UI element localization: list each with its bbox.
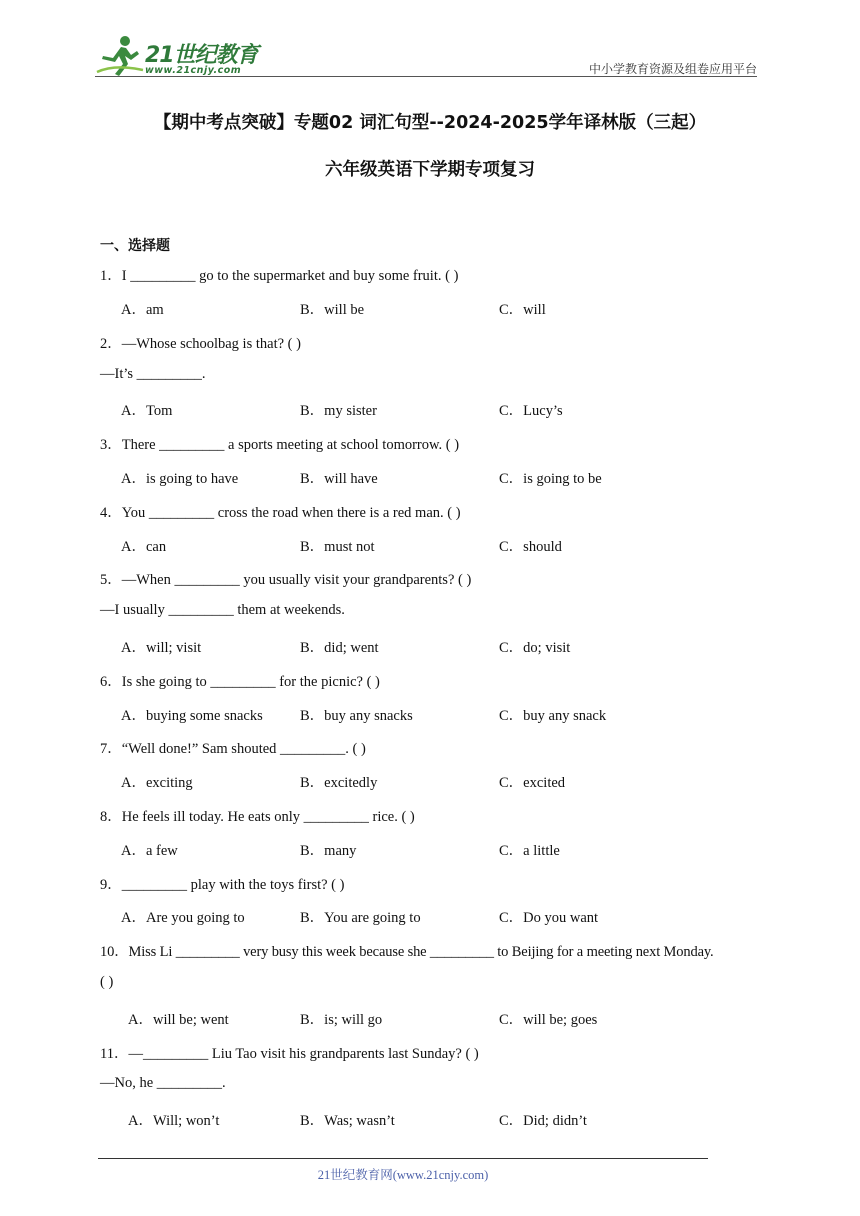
question-10-option-b[interactable]: B．is; will go (300, 1012, 383, 1028)
question-6-stem: 6．Is she going to _________ for the picnic? ( ) (100, 674, 380, 690)
footer-divider (98, 1158, 708, 1159)
question-9-stem: 9．_________ play with the toys first? ( ) (100, 877, 345, 893)
question-11-option-b[interactable]: B．Was; wasn’t (300, 1113, 395, 1129)
question-9-option-a[interactable]: A．Are you going to (121, 910, 245, 926)
question-10-option-c[interactable]: C．will be; goes (499, 1012, 598, 1028)
question-8-option-a[interactable]: A．a few (121, 843, 178, 859)
logo-url: www.21cnjy.com (145, 65, 242, 76)
question-2-stem: 2．—Whose schoolbag is that? ( ) (100, 336, 301, 352)
runner-logo-icon (95, 34, 145, 78)
question-2-option-b[interactable]: B．my sister (300, 403, 377, 419)
question-7-option-b[interactable]: B．excitedly (300, 775, 378, 791)
footer-link[interactable]: 21世纪教育网(www.21cnjy.com) (317, 1168, 489, 1182)
question-4-stem: 4．You _________ cross the road when there is a red man. ( ) (100, 505, 461, 521)
question-4-option-b[interactable]: B．must not (300, 539, 375, 555)
question-7-stem: 7．“Well done!” Sam shouted _________. ( ) (100, 741, 366, 757)
question-7-option-c[interactable]: C．excited (499, 775, 566, 791)
question-5-option-a[interactable]: A．will; visit (121, 640, 202, 656)
question-10-option-a[interactable]: A．will be; went (128, 1012, 229, 1028)
question-6-option-a[interactable]: A．buying some snacks (121, 708, 263, 724)
question-2-option-a[interactable]: A．Tom (121, 403, 173, 419)
document-title-line2: 六年级英语下学期专项复习 (325, 160, 535, 180)
question-1-option-a[interactable]: A．am (121, 302, 164, 318)
question-10-stem: 10．Miss Li _________ very busy this week because she _________ to Beijing for a meeting next Monday. (100, 944, 714, 960)
question-2-option-c[interactable]: C．Lucy’s (499, 403, 563, 419)
question-6-option-b[interactable]: B．buy any snacks (300, 708, 413, 724)
question-5-stem: 5．—When _________ you usually visit your grandparents? ( ) (100, 572, 472, 588)
document-title-line1: 【期中考点突破】专题02 词汇句型--2024-2025学年译林版（三起） (153, 113, 707, 133)
header-divider (95, 76, 757, 77)
question-11-stem: 11．—_________ Liu Tao visit his grandparents last Sunday? ( ) (100, 1046, 479, 1062)
question-1-stem: 1．I _________ go to the supermarket and buy some fruit. ( ) (100, 268, 459, 284)
page-header (95, 34, 757, 78)
question-5-option-b[interactable]: B．did; went (300, 640, 379, 656)
question-10-stem-line2: ( ) (100, 974, 114, 990)
question-1-option-c[interactable]: C．will (499, 302, 546, 318)
question-11-option-a[interactable]: A．Will; won’t (128, 1113, 220, 1129)
question-11-stem-line2: —No, he _________. (100, 1075, 226, 1091)
question-3-stem: 3．There _________ a sports meeting at school tomorrow. ( ) (100, 437, 460, 453)
section-heading: 一、选择题 (100, 238, 170, 254)
logo-text: 21世纪教育 (145, 43, 258, 68)
question-4-option-c[interactable]: C．should (499, 539, 562, 555)
question-8-stem: 8．He feels ill today. He eats only _________ rice. ( ) (100, 809, 415, 825)
question-4-option-a[interactable]: A．can (121, 539, 167, 555)
platform-tagline: 中小学教育资源及组卷应用平台 (588, 62, 757, 76)
question-7-option-a[interactable]: A．exciting (121, 775, 193, 791)
question-5-option-c[interactable]: C．do; visit (499, 640, 571, 656)
question-11-option-c[interactable]: C．Did; didn’t (499, 1113, 587, 1129)
question-3-option-b[interactable]: B．will have (300, 471, 378, 487)
question-3-option-c[interactable]: C．is going to be (499, 471, 602, 487)
question-1-option-b[interactable]: B．will be (300, 302, 365, 318)
question-9-option-b[interactable]: B．You are going to (300, 910, 421, 926)
question-9-option-c[interactable]: C．Do you want (499, 910, 599, 926)
question-8-option-b[interactable]: B．many (300, 843, 357, 859)
question-3-option-a[interactable]: A．is going to have (121, 471, 239, 487)
question-8-option-c[interactable]: C．a little (499, 843, 560, 859)
question-2-stem-line2: —It’s _________. (100, 366, 206, 382)
site-logo[interactable] (95, 34, 265, 78)
question-6-option-c[interactable]: C．buy any snack (499, 708, 607, 724)
question-5-stem-line2: —I usually _________ them at weekends. (100, 602, 345, 618)
